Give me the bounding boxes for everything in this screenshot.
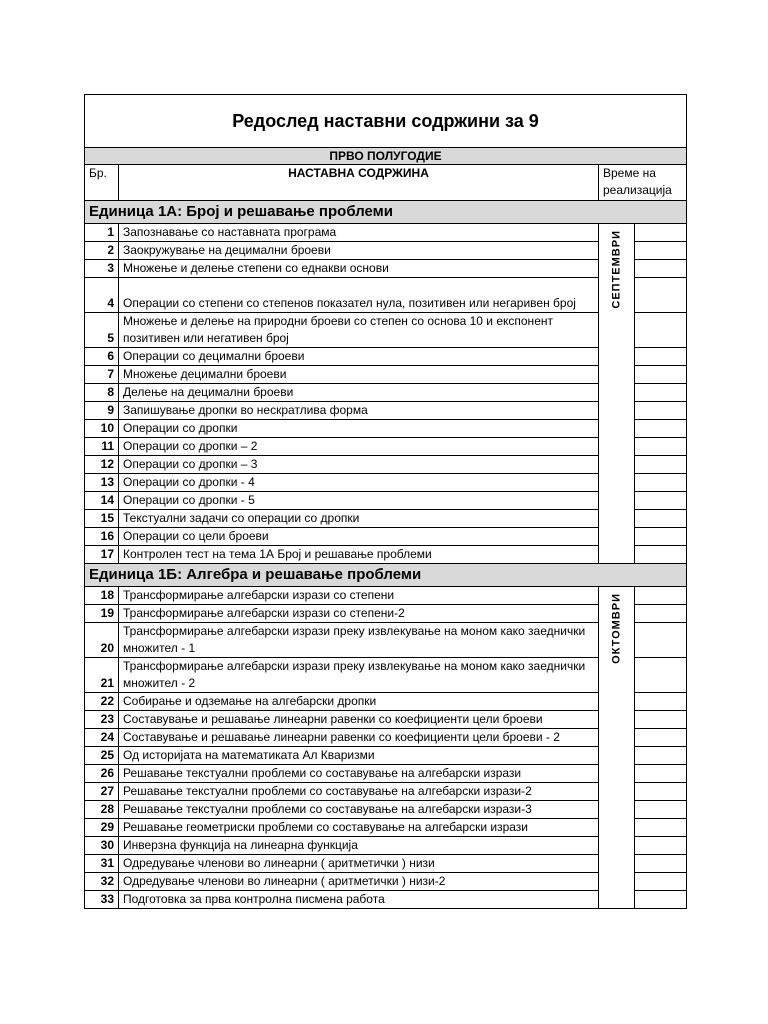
lesson-title: Трансформирање алгебарски изрази преку извлекување на моном како заеднички множител - 2 [119, 658, 599, 693]
time-cell [635, 801, 687, 819]
lesson-number: 19 [85, 605, 119, 623]
lesson-row [85, 801, 687, 819]
time-cell [635, 693, 687, 711]
time-cell [635, 224, 687, 242]
lesson-title: Запишување дропки во нескратлива форма [119, 402, 599, 420]
time-cell [635, 420, 687, 438]
curriculum-table [84, 94, 687, 909]
time-cell [635, 623, 687, 658]
time-cell [635, 366, 687, 384]
time-cell [635, 819, 687, 837]
time-cell [635, 384, 687, 402]
time-cell [635, 605, 687, 623]
lesson-number: 24 [85, 729, 119, 747]
lesson-number: 32 [85, 873, 119, 891]
time-cell [635, 765, 687, 783]
lesson-title: Решавање текстуални проблеми со составување на алгебарски изрази-3 [119, 801, 599, 819]
lesson-title: Инверзна функција на линеарна функција [119, 837, 599, 855]
lesson-row [85, 348, 687, 366]
time-cell [635, 456, 687, 474]
lesson-row [85, 456, 687, 474]
lesson-row [85, 587, 687, 605]
lesson-number: 29 [85, 819, 119, 837]
lesson-row [85, 402, 687, 420]
lesson-title: Операции со цели броеви [119, 528, 599, 546]
month-label: ОКТОМВРИ [610, 593, 622, 664]
semester-row [85, 148, 687, 165]
lesson-number: 23 [85, 711, 119, 729]
lesson-title: Текстуални задачи со операции со дропки [119, 510, 599, 528]
page-title: Редослед наставни содржини за 9 [85, 95, 687, 148]
lesson-number: 9 [85, 402, 119, 420]
header-content: НАСТАВНА СОДРЖИНА [119, 165, 599, 201]
time-cell [635, 528, 687, 546]
lesson-number: 2 [85, 242, 119, 260]
lesson-title: Трансформирање алгебарски изрази со степени [119, 587, 599, 605]
lesson-number: 3 [85, 260, 119, 278]
lesson-title: Множење децимални броеви [119, 366, 599, 384]
lesson-number: 6 [85, 348, 119, 366]
lesson-row [85, 474, 687, 492]
lesson-title: Операции со дропки – 2 [119, 438, 599, 456]
lesson-row [85, 224, 687, 242]
unit-title: Единица 1Б: Алгебра и решавање проблеми [85, 564, 687, 587]
time-cell [635, 348, 687, 366]
lesson-row [85, 729, 687, 747]
lesson-row [85, 366, 687, 384]
time-cell [635, 855, 687, 873]
month-label: СЕПТЕМВРИ [610, 230, 622, 309]
time-cell [635, 891, 687, 909]
lesson-number: 26 [85, 765, 119, 783]
lesson-row [85, 855, 687, 873]
lesson-number: 18 [85, 587, 119, 605]
lesson-title: Трансформирање алгебарски изрази со степени-2 [119, 605, 599, 623]
lesson-row [85, 623, 687, 658]
lesson-title: Множење и делење степени со еднакви основи [119, 260, 599, 278]
lesson-row [85, 783, 687, 801]
lesson-row [85, 658, 687, 693]
header-num: Бр. [85, 165, 119, 201]
lesson-row [85, 693, 687, 711]
lesson-row [85, 546, 687, 564]
time-cell [635, 587, 687, 605]
lesson-title: Операции со дропки - 4 [119, 474, 599, 492]
lesson-title: Составување и решавање линеарни равенки со коефициенти цели броеви [119, 711, 599, 729]
lesson-row [85, 711, 687, 729]
title-row [85, 95, 687, 148]
unit-header-row [85, 564, 687, 587]
header-time: Време на реализација [599, 165, 687, 201]
time-cell [635, 313, 687, 348]
lesson-title: Решавање геометриски проблеми со составување на алгебарски изрази [119, 819, 599, 837]
lesson-number: 31 [85, 855, 119, 873]
lesson-number: 17 [85, 546, 119, 564]
lesson-row [85, 528, 687, 546]
time-cell [635, 837, 687, 855]
time-cell [635, 729, 687, 747]
lesson-row [85, 765, 687, 783]
time-cell [635, 747, 687, 765]
lesson-title: Заокружување на децимални броеви [119, 242, 599, 260]
lesson-title: Множење и делење на природни броеви со степен со основа 10 и експонент позитивен или негативен број [119, 313, 599, 348]
lesson-title: Операции со дропки - 5 [119, 492, 599, 510]
unit-title: Единица 1А: Број и решавање проблеми [85, 201, 687, 224]
lesson-number: 28 [85, 801, 119, 819]
lesson-title: Решавање текстуални проблеми со составување на алгебарски изрази-2 [119, 783, 599, 801]
time-cell [635, 474, 687, 492]
lesson-number: 16 [85, 528, 119, 546]
lesson-title: Составување и решавање линеарни равенки со коефициенти цели броеви - 2 [119, 729, 599, 747]
lesson-row [85, 819, 687, 837]
lesson-row [85, 278, 687, 313]
time-cell [635, 438, 687, 456]
semester-label: ПРВО ПОЛУГОДИЕ [85, 148, 687, 165]
lesson-number: 27 [85, 783, 119, 801]
lesson-row [85, 384, 687, 402]
lesson-number: 25 [85, 747, 119, 765]
lesson-title: Собирање и одземање на алгебарски дропки [119, 693, 599, 711]
lesson-row [85, 492, 687, 510]
time-cell [635, 260, 687, 278]
lesson-title: Одредување членови во линеарни ( аритметички ) низи [119, 855, 599, 873]
lesson-title: Контролен тест на тема 1А Број и решавање проблеми [119, 546, 599, 564]
header-row [85, 165, 687, 201]
time-cell [635, 492, 687, 510]
lesson-number: 13 [85, 474, 119, 492]
time-cell [635, 242, 687, 260]
lesson-row [85, 747, 687, 765]
lesson-title: Подготовка за прва контролна писмена работа [119, 891, 599, 909]
lesson-number: 33 [85, 891, 119, 909]
lesson-title: Од историјата на математиката Ал Кваризми [119, 747, 599, 765]
time-cell [635, 873, 687, 891]
time-cell [635, 783, 687, 801]
lesson-row [85, 510, 687, 528]
lesson-number: 22 [85, 693, 119, 711]
month-cell [599, 224, 635, 564]
lesson-row [85, 438, 687, 456]
lesson-row [85, 605, 687, 623]
lesson-number: 12 [85, 456, 119, 474]
time-cell [635, 402, 687, 420]
lesson-number: 4 [85, 278, 119, 313]
lesson-number: 5 [85, 313, 119, 348]
lesson-number: 30 [85, 837, 119, 855]
lesson-row [85, 313, 687, 348]
lesson-number: 14 [85, 492, 119, 510]
lesson-number: 8 [85, 384, 119, 402]
lesson-row [85, 260, 687, 278]
lesson-title: Запознавање со наставната програма [119, 224, 599, 242]
lesson-row [85, 242, 687, 260]
lesson-title: Делење на децимални броеви [119, 384, 599, 402]
time-cell [635, 658, 687, 693]
lesson-title: Операции со дропки – 3 [119, 456, 599, 474]
time-cell [635, 711, 687, 729]
lesson-title: Трансформирање алгебарски изрази преку извлекување на моном како заеднички множител - 1 [119, 623, 599, 658]
lesson-title: Операции со степени со степенов показател нула, позитивен или негаривен број [119, 278, 599, 313]
lesson-row [85, 837, 687, 855]
lesson-number: 20 [85, 623, 119, 658]
lesson-title: Решавање текстуални проблеми со составување на алгебарски изрази [119, 765, 599, 783]
lesson-number: 15 [85, 510, 119, 528]
unit-header-row [85, 201, 687, 224]
lesson-number: 10 [85, 420, 119, 438]
lesson-row [85, 873, 687, 891]
time-cell [635, 278, 687, 313]
lesson-row [85, 420, 687, 438]
lesson-title: Одредување членови во линеарни ( аритметички ) низи-2 [119, 873, 599, 891]
lesson-number: 21 [85, 658, 119, 693]
lesson-number: 7 [85, 366, 119, 384]
time-cell [635, 546, 687, 564]
time-cell [635, 510, 687, 528]
curriculum-document [84, 94, 686, 909]
lesson-row [85, 891, 687, 909]
lesson-title: Операции со децимални броеви [119, 348, 599, 366]
month-cell [599, 587, 635, 909]
lesson-title: Операции со дропки [119, 420, 599, 438]
lesson-number: 1 [85, 224, 119, 242]
lesson-number: 11 [85, 438, 119, 456]
